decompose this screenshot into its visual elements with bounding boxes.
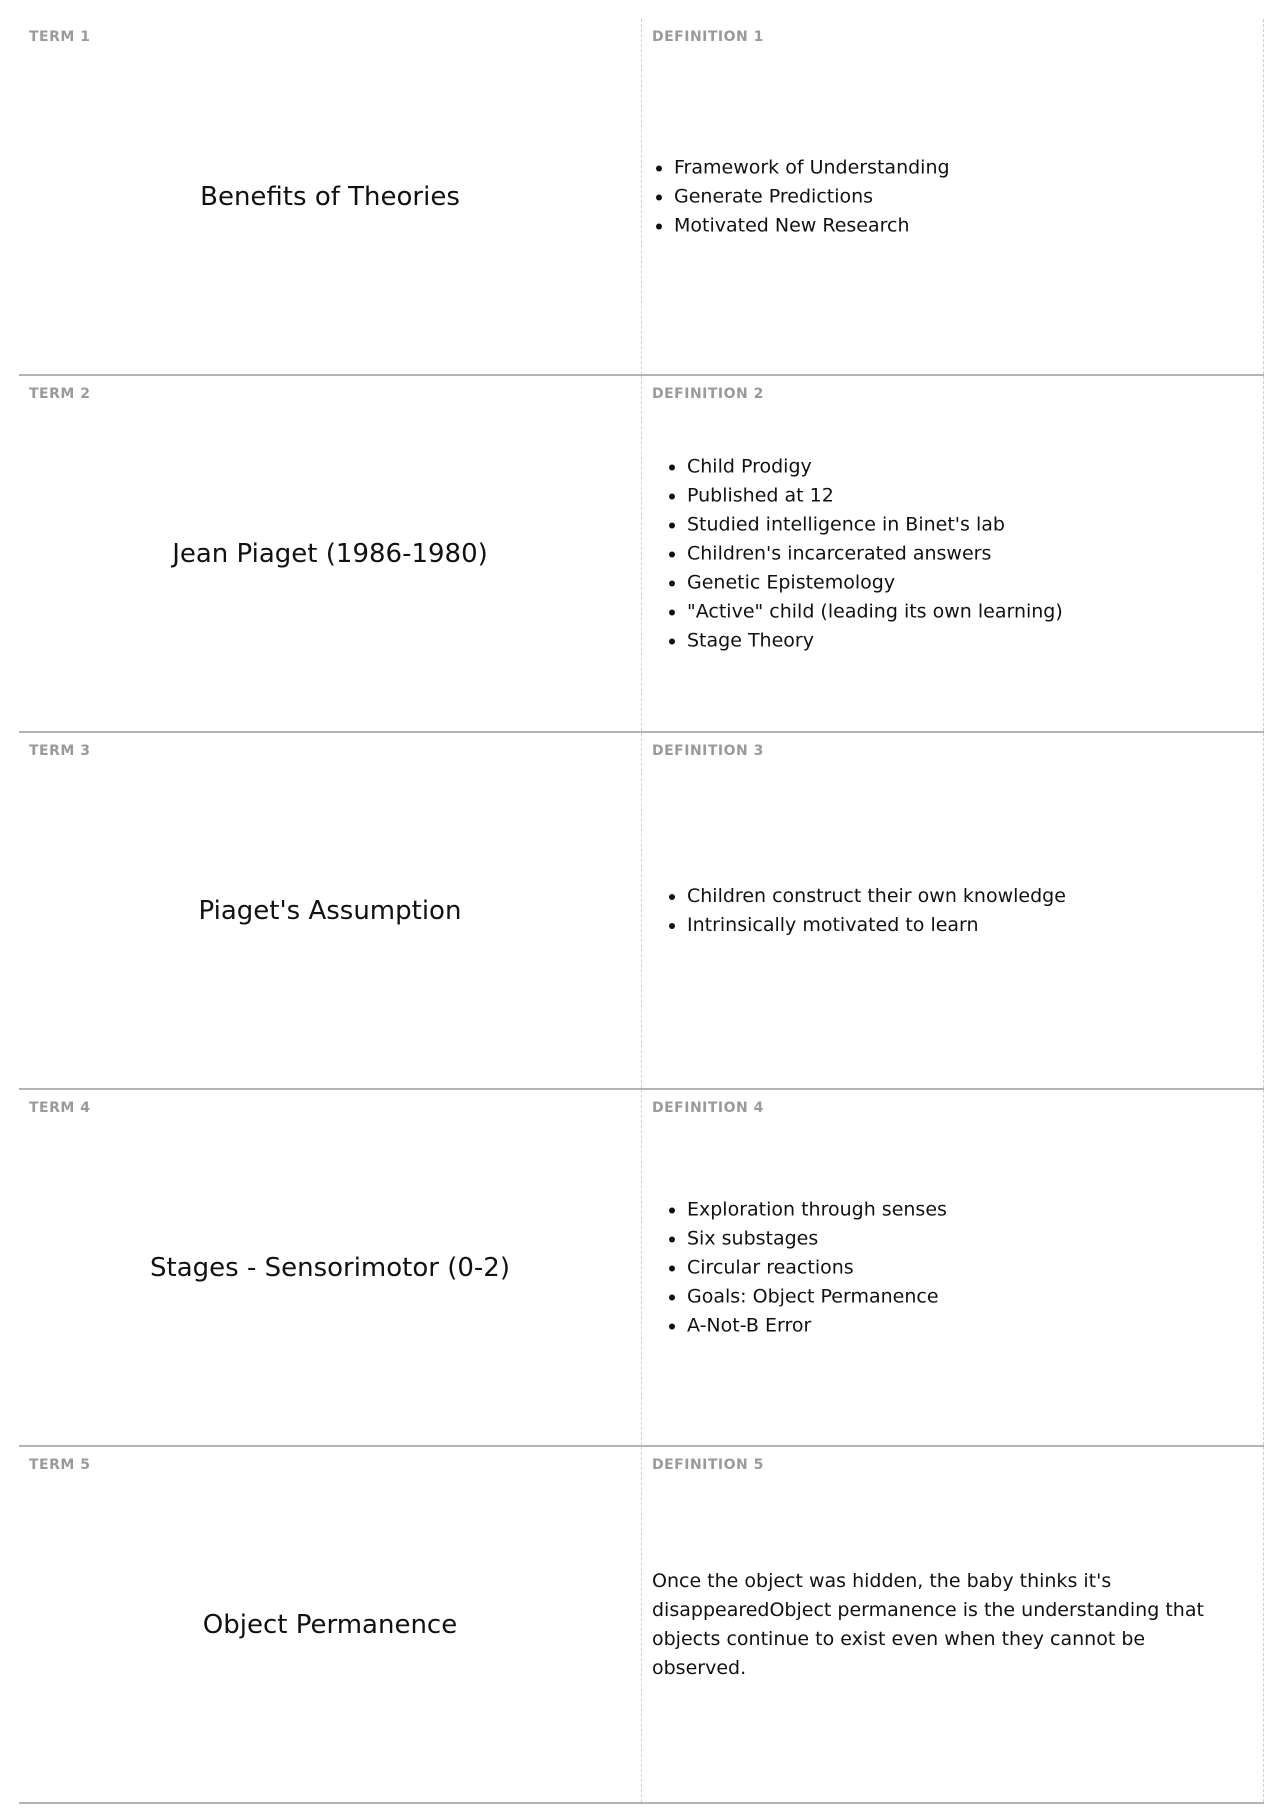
flashcard [19, 733, 1264, 1090]
definition-label: DEFINITION 2 [652, 386, 764, 402]
definition-cell [642, 19, 1264, 374]
term-cell [19, 733, 642, 1088]
term-label: TERM 2 [29, 386, 91, 402]
flashcard [19, 376, 1264, 733]
definition-item: • Generate Predictions [674, 182, 1243, 211]
term-text: Benefits of Theories [200, 181, 460, 212]
definition-item: • Framework of Understanding [674, 153, 1243, 182]
definition-item: • Children construct their own knowledge [687, 882, 1243, 911]
definition-body [652, 452, 1243, 655]
definition-item: • Motivated New Research [674, 211, 1243, 240]
definition-item: • Intrinsically motivated to learn [687, 911, 1243, 940]
term-text: Object Permanence [202, 1609, 458, 1640]
term-label: TERM 5 [29, 1457, 91, 1473]
definition-list [652, 882, 1243, 940]
definition-label: DEFINITION 4 [652, 1100, 764, 1116]
term-cell [19, 1090, 642, 1445]
term-text: Stages - Sensorimotor (0-2) [150, 1252, 510, 1283]
flashcard-sheet [19, 19, 1264, 1804]
definition-cell [642, 1447, 1264, 1802]
flashcard [19, 1090, 1264, 1447]
definition-item: • Exploration through senses [687, 1195, 1243, 1224]
definition-list [652, 153, 1243, 240]
definition-item: • Goals: Object Permanence [687, 1282, 1243, 1311]
definition-cell [642, 376, 1264, 731]
definition-item: • Stage Theory [687, 626, 1243, 655]
definition-item: • Published at 12 [687, 481, 1243, 510]
definition-item: • Children's incarcerated answers [687, 539, 1243, 568]
flashcard [19, 19, 1264, 376]
definition-item: • Studied intelligence in Binet's lab [687, 510, 1243, 539]
definition-body [652, 1195, 1243, 1340]
definition-list [652, 1195, 1243, 1340]
definition-body [652, 882, 1243, 940]
term-cell [19, 376, 642, 731]
definition-label: DEFINITION 1 [652, 29, 764, 45]
term-cell [19, 19, 642, 374]
definition-body [652, 1567, 1243, 1683]
term-label: TERM 4 [29, 1100, 91, 1116]
flashcard [19, 1447, 1264, 1804]
definition-item: • A-Not-B Error [687, 1311, 1243, 1340]
definition-item: • "Active" child (leading its own learning) [687, 597, 1243, 626]
term-label: TERM 1 [29, 29, 91, 45]
definition-cell [642, 1090, 1264, 1445]
definition-item: • Six substages [687, 1224, 1243, 1253]
definition-label: DEFINITION 3 [652, 743, 764, 759]
term-text: Piaget's Assumption [198, 895, 462, 926]
definition-item: • Circular reactions [687, 1253, 1243, 1282]
definition-paragraph: Once the object was hidden, the baby thinks it's disappearedObject permanence is the understanding that objects continue to exist even when they cannot be observed. [652, 1569, 1204, 1679]
term-label: TERM 3 [29, 743, 91, 759]
definition-cell [642, 733, 1264, 1088]
definition-item: • Genetic Epistemology [687, 568, 1243, 597]
term-cell [19, 1447, 642, 1802]
definition-item: • Child Prodigy [687, 452, 1243, 481]
definition-list [652, 452, 1243, 655]
definition-body [652, 153, 1243, 240]
definition-label: DEFINITION 5 [652, 1457, 764, 1473]
term-text: Jean Piaget (1986-1980) [172, 538, 488, 569]
